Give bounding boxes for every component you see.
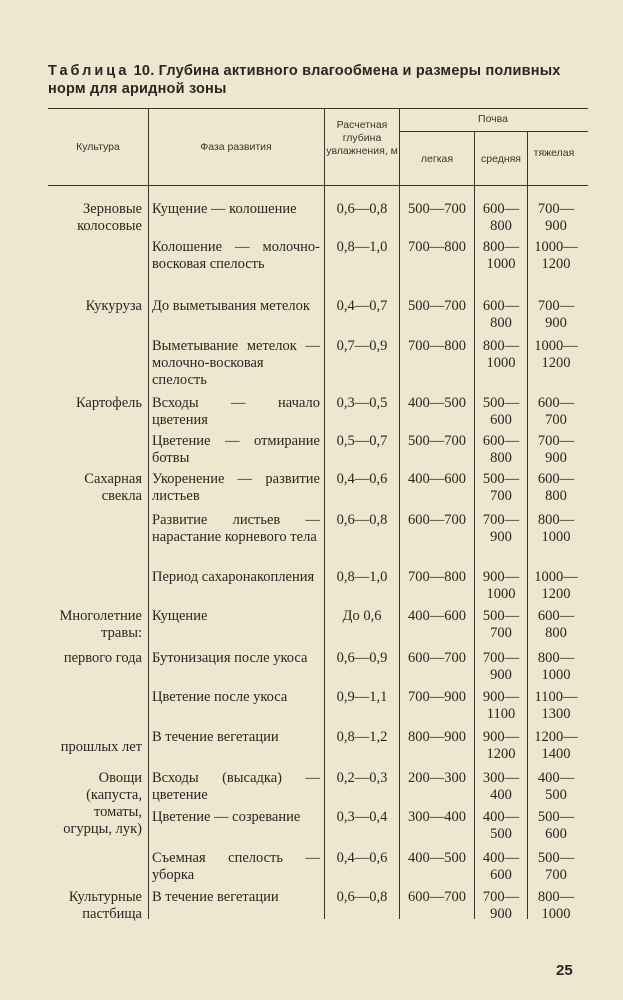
cell-heavy: 700—900 xyxy=(537,298,575,331)
cell-medium: 600—800 xyxy=(482,433,520,466)
cell-depth: 0,4—0,6 xyxy=(336,850,388,866)
cell-phase: В течение вегетации xyxy=(152,889,279,905)
cell-phase: Цветение после укоса xyxy=(152,689,288,705)
cell-heavy: 600—800 xyxy=(537,471,575,504)
cell-depth: 0,6—0,8 xyxy=(336,201,388,217)
header-heavy: тяжелая xyxy=(533,147,575,159)
table-caption xyxy=(48,62,588,98)
cell-depth: 0,7—0,9 xyxy=(336,338,388,354)
cell-depth: 0,6—0,9 xyxy=(336,650,388,666)
cell-light: 800—900 xyxy=(408,729,466,745)
cell-phase: До выметывания метелок xyxy=(152,298,310,314)
cell-heavy: 1200—1400 xyxy=(534,729,578,762)
cell-light: 400—600 xyxy=(408,471,466,487)
cell-depth: 0,8—1,2 xyxy=(336,729,388,745)
cell-depth: 0,3—0,4 xyxy=(336,809,388,825)
cell-medium: 700—900 xyxy=(482,889,520,922)
cell-light: 300—400 xyxy=(408,809,466,825)
cell-light: 600—700 xyxy=(408,512,466,528)
table-header xyxy=(48,109,588,186)
cell-depth: До 0,6 xyxy=(342,608,382,624)
header-medium: средняя xyxy=(481,153,521,165)
cell-phase: В течение вегетации xyxy=(152,729,279,745)
cell-heavy: 1000—1200 xyxy=(534,569,578,602)
cell-phase: Период сахаронакопления xyxy=(152,569,315,585)
cell-crop: Культурные пастбища xyxy=(68,889,142,922)
header-soil-divider xyxy=(400,131,588,132)
cell-phase: Всходы (высадка) — цветение xyxy=(152,770,320,803)
cell-depth: 0,8—1,0 xyxy=(336,239,388,255)
cell-depth: 0,4—0,6 xyxy=(336,471,388,487)
cell-phase: Укоренение — развитие листьев xyxy=(152,471,320,504)
cell-depth: 0,2—0,3 xyxy=(336,770,388,786)
cell-crop: Овощи (капуста, томаты, огурцы, лук) xyxy=(63,770,142,837)
column-divider xyxy=(324,109,325,919)
cell-phase: Развитие листьев — нарастание корневого тела xyxy=(152,512,320,545)
cell-crop: Многолетние травы: xyxy=(59,608,142,641)
cell-heavy: 500—700 xyxy=(537,850,575,883)
cell-medium: 700—900 xyxy=(482,512,520,545)
cell-light: 400—500 xyxy=(408,395,466,411)
cell-phase: Кущение xyxy=(152,608,208,624)
cell-light: 600—700 xyxy=(408,650,466,666)
cell-medium: 700—900 xyxy=(482,650,520,683)
page-number: 25 xyxy=(556,962,573,979)
cell-light: 700—800 xyxy=(408,569,466,585)
cell-crop: Картофель xyxy=(75,395,142,411)
cell-medium: 600—800 xyxy=(482,201,520,234)
cell-light: 200—300 xyxy=(408,770,466,786)
header-phase: Фаза развития xyxy=(200,141,272,153)
column-divider xyxy=(474,131,475,919)
cell-depth: 0,8—1,0 xyxy=(336,569,388,585)
cell-light: 400—600 xyxy=(408,608,466,624)
cell-crop: Кукуруза xyxy=(85,298,142,314)
cell-medium: 300—400 xyxy=(482,770,520,803)
cell-light: 600—700 xyxy=(408,889,466,905)
caption-label: Таблица xyxy=(48,63,130,79)
column-divider xyxy=(148,109,149,919)
cell-depth: 0,3—0,5 xyxy=(336,395,388,411)
cell-heavy: 400—500 xyxy=(537,770,575,803)
header-light: легкая xyxy=(420,153,454,165)
cell-phase: Съемная спелость — уборка xyxy=(152,850,320,883)
caption-text: 10. Глубина активного влагообмена и размеры поливных норм для аридной зоны xyxy=(48,63,561,97)
cell-light: 500—700 xyxy=(408,298,466,314)
cell-phase: Цветение — отмирание ботвы xyxy=(152,433,320,466)
cell-phase: Выметывание метелок — молочно-восковая спелость xyxy=(152,338,320,388)
cell-depth: 0,4—0,7 xyxy=(336,298,388,314)
cell-light: 400—500 xyxy=(408,850,466,866)
cell-heavy: 1000—1200 xyxy=(534,338,578,371)
cell-heavy: 500—600 xyxy=(537,809,575,842)
cell-light: 700—900 xyxy=(408,689,466,705)
cell-phase: Цветение — созревание xyxy=(152,809,301,825)
cell-crop: прошлых лет xyxy=(60,739,142,755)
cell-heavy: 1100—1300 xyxy=(534,689,578,722)
cell-heavy: 600—800 xyxy=(537,608,575,641)
cell-heavy: 700—900 xyxy=(537,433,575,466)
cell-medium: 900—1200 xyxy=(482,729,520,762)
cell-medium: 500—700 xyxy=(482,471,520,504)
cell-phase: Кущение — колошение xyxy=(152,201,297,217)
cell-heavy: 800—1000 xyxy=(537,650,575,683)
cell-depth: 0,6—0,8 xyxy=(336,512,388,528)
cell-light: 700—800 xyxy=(408,239,466,255)
cell-phase: Колошение — молочно-восковая спелость xyxy=(152,239,320,272)
cell-heavy: 800—1000 xyxy=(537,512,575,545)
cell-crop: первого года xyxy=(63,650,142,666)
cell-medium: 900—1100 xyxy=(482,689,520,722)
cell-depth: 0,5—0,7 xyxy=(336,433,388,449)
data-table xyxy=(48,108,588,922)
header-soil: Почва xyxy=(478,113,508,125)
cell-heavy: 700—900 xyxy=(537,201,575,234)
header-crop: Культура xyxy=(76,141,120,153)
cell-light: 500—700 xyxy=(408,201,466,217)
cell-depth: 0,9—1,1 xyxy=(336,689,388,705)
header-depth: Расчетная глубина увлажнения, м xyxy=(326,119,398,157)
cell-medium: 400—500 xyxy=(482,809,520,842)
cell-heavy: 1000—1200 xyxy=(534,239,578,272)
cell-crop: Сахарная свекла xyxy=(84,471,142,504)
cell-light: 500—700 xyxy=(408,433,466,449)
cell-phase: Всходы — начало цветения xyxy=(152,395,320,428)
cell-heavy: 800—1000 xyxy=(537,889,575,922)
cell-crop: Зерновые колосовые xyxy=(77,201,142,234)
cell-light: 700—800 xyxy=(408,338,466,354)
cell-phase: Бутонизация после укоса xyxy=(152,650,308,666)
cell-medium: 400—600 xyxy=(482,850,520,883)
cell-depth: 0,6—0,8 xyxy=(336,889,388,905)
cell-medium: 500—700 xyxy=(482,608,520,641)
cell-medium: 800—1000 xyxy=(482,338,520,371)
cell-heavy: 600—700 xyxy=(537,395,575,428)
cell-medium: 800—1000 xyxy=(482,239,520,272)
cell-medium: 500—600 xyxy=(482,395,520,428)
cell-medium: 600—800 xyxy=(482,298,520,331)
cell-medium: 900—1000 xyxy=(482,569,520,602)
